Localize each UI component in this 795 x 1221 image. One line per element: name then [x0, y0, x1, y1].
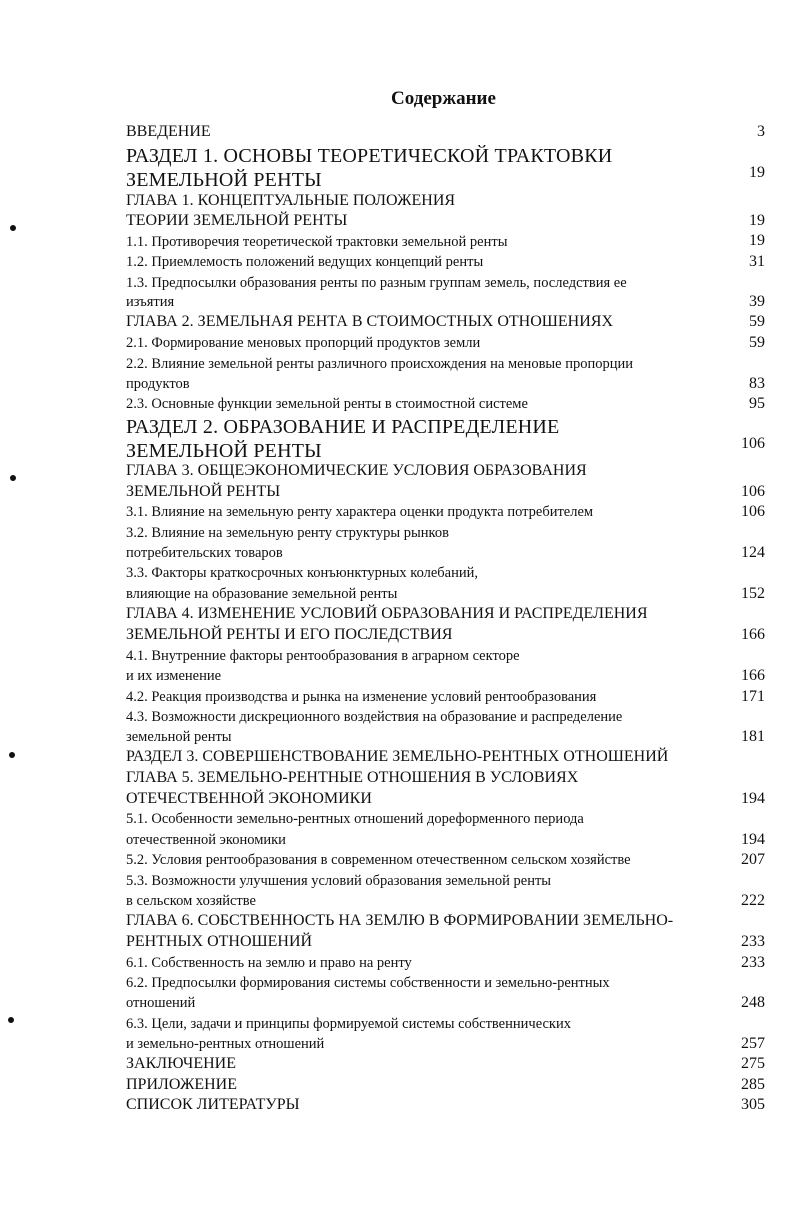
toc-entry-line: РАЗДЕЛ 2. ОБРАЗОВАНИЕ И РАСПРЕДЕЛЕНИЕ: [126, 416, 560, 438]
toc-page-number: 222: [741, 892, 765, 909]
toc-entry-line: 1.1. Противоречия теоретической трактовки земельной ренты: [126, 234, 508, 250]
binding-hole-mark: [10, 225, 16, 231]
toc-page-number: 106: [741, 503, 765, 520]
toc-entry-line: ГЛАВА 6. СОБСТВЕННОСТЬ НА ЗЕМЛЮ В ФОРМИРОВАНИИ ЗЕМЕЛЬНО-: [126, 912, 674, 929]
toc-page-number: 39: [749, 293, 765, 310]
toc-entry-line: ЗАКЛЮЧЕНИЕ: [126, 1055, 236, 1072]
toc-entry-line: земельной ренты: [126, 729, 232, 745]
toc-entry-line: в сельском хозяйстве: [126, 893, 256, 909]
toc-entry-line: 1.2. Приемлемость положений ведущих концепций ренты: [126, 254, 484, 270]
toc-page-number: 166: [741, 667, 765, 684]
toc-entry-line: и земельно-рентных отношений: [126, 1036, 325, 1052]
toc-entry-line: ГЛАВА 1. КОНЦЕПТУАЛЬНЫЕ ПОЛОЖЕНИЯ: [126, 192, 456, 209]
toc-entry-line: отечественной экономики: [126, 832, 286, 848]
toc-entry-line: ВВЕДЕНИЕ: [126, 123, 211, 140]
toc-entry-line: ЗЕМЕЛЬНОЙ РЕНТЫ: [126, 483, 281, 500]
binding-hole-mark: [9, 752, 15, 758]
toc-entry-line: РЕНТНЫХ ОТНОШЕНИЙ: [126, 933, 313, 950]
toc-page-number: 59: [749, 313, 765, 330]
toc-page-number: 207: [741, 851, 765, 868]
toc-entry-line: ЗЕМЕЛЬНОЙ РЕНТЫ: [126, 440, 322, 462]
toc-entry-line: 4.2. Реакция производства и рынка на изменение условий рентообразования: [126, 689, 597, 705]
toc-page-number: 285: [741, 1076, 765, 1093]
toc-entry-line: отношений: [126, 995, 196, 1011]
toc-page-number: 194: [741, 790, 765, 807]
toc-entry-line: и их изменение: [126, 668, 222, 684]
toc-entry-line: 3.2. Влияние на земельную ренту структуры рынков: [126, 525, 449, 541]
toc-entry-line: ТЕОРИИ ЗЕМЕЛЬНОЙ РЕНТЫ: [126, 212, 348, 229]
toc-entry-line: ГЛАВА 2. ЗЕМЕЛЬНАЯ РЕНТА В СТОИМОСТНЫХ ОТНОШЕНИЯХ: [126, 313, 614, 330]
toc-entry-line: ОТЕЧЕСТВЕННОЙ ЭКОНОМИКИ: [126, 790, 372, 807]
toc-entry-line: влияющие на образование земельной ренты: [126, 586, 398, 602]
toc-page-number: 95: [749, 395, 765, 412]
toc-entry-line: СПИСОК ЛИТЕРАТУРЫ: [126, 1096, 300, 1113]
toc-page-number: 83: [749, 375, 765, 392]
toc-entry-line: ПРИЛОЖЕНИЕ: [126, 1076, 238, 1093]
toc-entry-line: 2.3. Основные функции земельной ренты в стоимостной системе: [126, 396, 528, 412]
page-title: Содержание: [391, 88, 496, 109]
toc-entry-line: 3.1. Влияние на земельную ренту характера оценки продукта потребителем: [126, 504, 594, 520]
toc-entry-line: продуктов: [126, 376, 190, 392]
toc-page-number: 171: [741, 688, 765, 705]
toc-entry-line: изъятия: [126, 294, 175, 310]
toc-page-number: 31: [749, 253, 765, 270]
toc-entry-line: РАЗДЕЛ 3. СОВЕРШЕНСТВОВАНИЕ ЗЕМЕЛЬНО-РЕНТНЫХ ОТНОШЕНИЙ: [126, 748, 669, 765]
toc-page-number: 59: [749, 334, 765, 351]
toc-page-number: 275: [741, 1055, 765, 1072]
toc-entry-line: 5.3. Возможности улучшения условий образования земельной ренты: [126, 873, 552, 889]
toc-page-number: 152: [741, 585, 765, 602]
toc-entry-line: 2.2. Влияние земельной ренты различного происхождения на меновые пропорции: [126, 356, 634, 372]
toc-entry-line: 1.3. Предпосылки образования ренты по разным группам земель, последствия ее: [126, 275, 627, 291]
toc-page-number: 194: [741, 831, 765, 848]
toc-entry-line: потребительских товаров: [126, 545, 283, 561]
toc-entry-line: 6.3. Цели, задачи и принципы формируемой системы собственнических: [126, 1016, 571, 1032]
toc-entry-line: 2.1. Формирование меновых пропорций продуктов земли: [126, 335, 481, 351]
binding-hole-mark: [8, 1017, 14, 1023]
toc-page-number: 124: [741, 544, 765, 561]
toc-entry-line: 4.3. Возможности дискреционного воздействия на образование и распределение: [126, 709, 623, 725]
toc-page-number: 106: [741, 435, 765, 452]
toc-entry-line: 3.3. Факторы краткосрочных конъюнктурных колебаний,: [126, 565, 479, 581]
toc-page-number: 305: [741, 1096, 765, 1113]
toc-page-number: 233: [741, 954, 765, 971]
toc-entry-line: 5.2. Условия рентообразования в современном отечественном сельском хозяйстве: [126, 852, 631, 868]
toc-page-number: 181: [741, 728, 765, 745]
toc-page-number: 19: [749, 212, 765, 229]
binding-hole-mark: [10, 475, 16, 481]
toc-entry-line: 6.1. Собственность на землю и право на ренту: [126, 955, 412, 971]
toc-entry-line: 5.1. Особенности земельно-рентных отношений дореформенного периода: [126, 811, 584, 827]
toc-entry-line: ЗЕМЕЛЬНОЙ РЕНТЫ: [126, 169, 322, 191]
toc-entry-line: ГЛАВА 3. ОБЩЕЭКОНОМИЧЕСКИЕ УСЛОВИЯ ОБРАЗОВАНИЯ: [126, 462, 587, 479]
toc-page-number: 19: [749, 164, 765, 181]
toc-page-number: 166: [741, 626, 765, 643]
toc-page-number: 248: [741, 994, 765, 1011]
toc-entry-line: 6.2. Предпосылки формирования системы собственности и земельно-рентных: [126, 975, 610, 991]
toc-page-number: 3: [757, 123, 765, 140]
toc-entry-line: 4.1. Внутренние факторы рентообразования в аграрном секторе: [126, 648, 520, 664]
toc-page-number: 19: [749, 232, 765, 249]
toc-page-number: 106: [741, 483, 765, 500]
toc-entry-line: ГЛАВА 5. ЗЕМЕЛЬНО-РЕНТНЫЕ ОТНОШЕНИЯ В УСЛОВИЯХ: [126, 769, 579, 786]
toc-page-number: 233: [741, 933, 765, 950]
toc-page-number: 257: [741, 1035, 765, 1052]
toc-entry-line: ГЛАВА 4. ИЗМЕНЕНИЕ УСЛОВИЙ ОБРАЗОВАНИЯ И РАСПРЕДЕЛЕНИЯ: [126, 605, 648, 622]
toc-entry-line: ЗЕМЕЛЬНОЙ РЕНТЫ И ЕГО ПОСЛЕДСТВИЯ: [126, 626, 453, 643]
toc-entry-line: РАЗДЕЛ 1. ОСНОВЫ ТЕОРЕТИЧЕСКОЙ ТРАКТОВКИ: [126, 145, 613, 167]
